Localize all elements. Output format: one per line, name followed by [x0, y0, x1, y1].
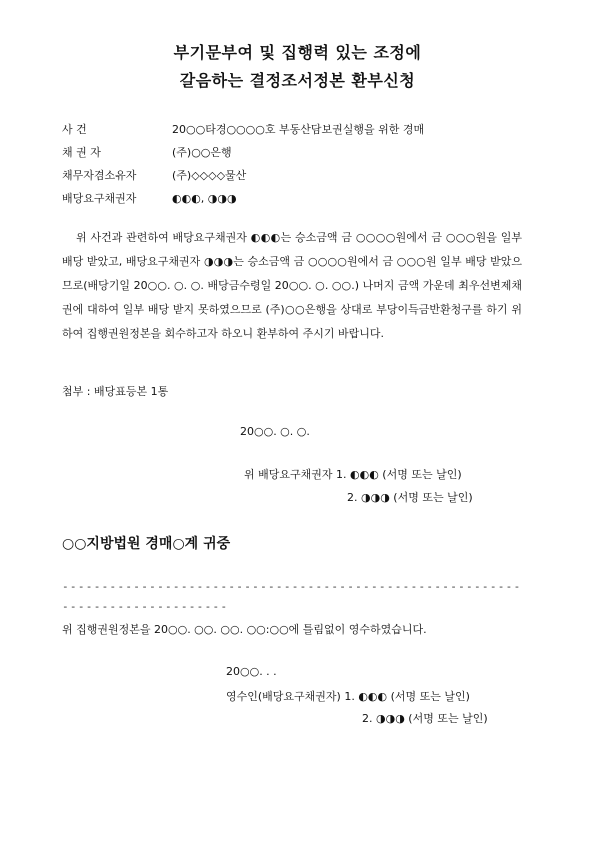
info-label-creditor: 채 권 자: [62, 146, 101, 159]
info-row-case: [62, 121, 424, 137]
receiver-line-1: 영수인(배당요구채권자) 1. ◐◐◐ (서명 또는 날인): [226, 690, 470, 703]
info-label-claimants: 배당요구채권자: [62, 192, 137, 205]
court-addressee: ○○지방법원 경매○계 귀중: [62, 536, 231, 552]
application-date: 20○○. ○. ○.: [240, 425, 310, 438]
info-label-debtor-owner: 채무자겸소유자: [62, 169, 137, 182]
info-label-case: 사 건: [62, 123, 87, 136]
signer-line-2: 2. ◑◑◑ (서명 또는 날인): [347, 491, 473, 504]
info-value-creditor: (주)○○은행: [172, 146, 232, 159]
attachment-line: 첨부 : 배당표등본 1통: [62, 385, 169, 398]
separator-dashes: -------------------------------------------------------------------------------: [62, 580, 522, 613]
request-body-paragraph: 위 사건과 관련하여 배당요구채권자 ◐◐◐는 승소금액 금 ○○○○원에서 금 ○○○원을 일부 배당 받았고, 배당요구채권자 ◑◑◑는 승소금액 금 ○○○○원에서 금 ○○○원 일부 배당 받았으므로(배당기일 20○○. ○. ○. 배당금수령일 20○○. ○. ○○.) 나머지 금액 가운데 최우선변제채권에 대하여 일부 배당 받지 못하였으므로 (주)○○은행을 상대로 부당이득금반환청구를 하기 위하여 집행권원정본을 회수하고자 하오니 환부하여 주시기 바랍니다.: [62, 231, 522, 340]
signer-line-1: 위 배당요구채권자 1. ◐◐◐ (서명 또는 날인): [244, 468, 462, 481]
receipt-date: 20○○. . .: [226, 665, 277, 678]
info-row-creditor: [62, 144, 232, 160]
info-value-case: 20○○타경○○○○호 부동산담보권실행을 위한 경매: [172, 123, 425, 136]
info-row-debtor-owner: [62, 167, 246, 183]
document-title-line2: 갈음하는 결정조서정본 환부신청: [179, 71, 416, 90]
receiver-line-2: 2. ◑◑◑ (서명 또는 날인): [362, 712, 488, 725]
info-row-claimants: [62, 190, 237, 206]
receipt-statement: 위 집행권원정본을 20○○. ○○. ○○. ○○:○○에 틀림없이 영수하였습니다.: [62, 623, 427, 636]
document-title-line1: 부기문부여 및 집행력 있는 조정에: [173, 43, 422, 62]
info-value-debtor-owner: (주)◇◇◇◇물산: [172, 169, 247, 182]
info-value-claimants: ◐◐◐, ◑◑◑: [172, 192, 237, 205]
